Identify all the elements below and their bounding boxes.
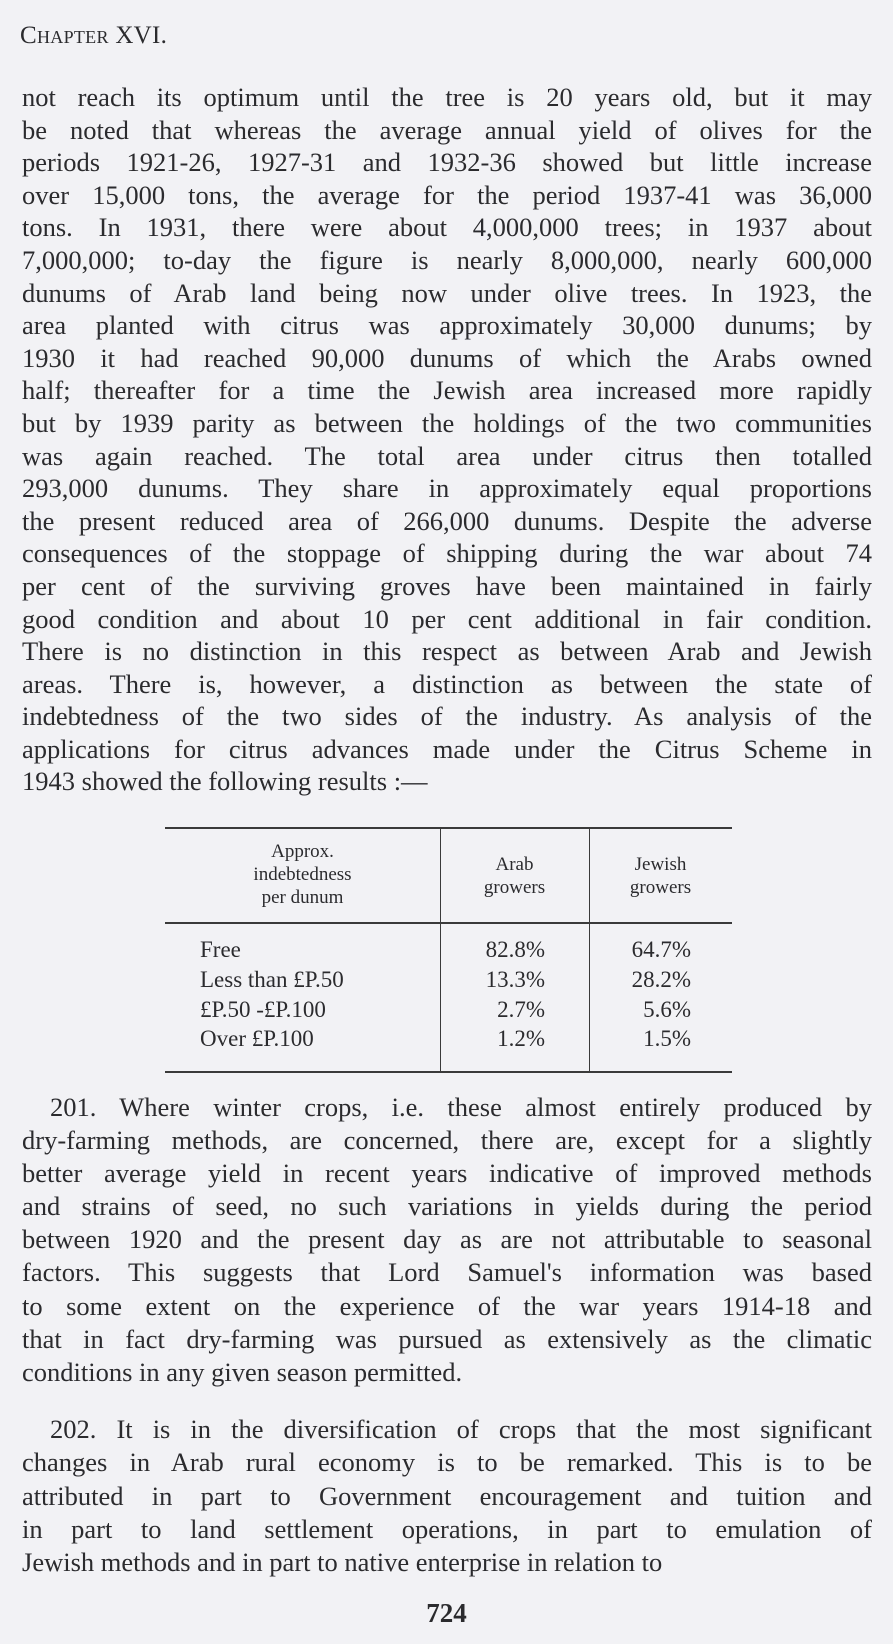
text-line: half; thereafter for a time the Jewish area increased more rapidly xyxy=(22,375,872,406)
page-number: 724 xyxy=(426,1598,467,1628)
jewish-value: 28.2% xyxy=(631,967,691,992)
text-line: 201. Where winter crops, i.e. these almost entirely produced by xyxy=(50,1092,872,1122)
text-line: over 15,000 tons, the average for the period 1937-41 was 36,000 xyxy=(22,179,872,210)
header-line: Approx. xyxy=(271,841,334,862)
text-line: consequences of the stoppage of shipping during the war about 74 xyxy=(22,538,872,569)
text-line: There is no distinction in this respect as between Arab and Jewish xyxy=(22,636,872,667)
text-line: 1930 it had reached 90,000 dunums of which the Arabs owned xyxy=(22,342,872,373)
row-label: Less than £P.50 xyxy=(200,967,344,992)
chapter-heading: Chapter XVI. xyxy=(20,22,168,49)
text-line: between 1920 and the present day as are not attributable to seasonal xyxy=(22,1224,872,1255)
text-line: areas. There is, however, a distinction as between the state of xyxy=(22,668,872,699)
header-line: growers xyxy=(483,877,546,898)
header-line: growers xyxy=(629,877,692,898)
arab-value: 2.7% xyxy=(497,997,545,1022)
text-line: 7,000,000; to-day the figure is nearly 8,000,000, nearly 600,000 xyxy=(22,244,872,275)
text-line: periods 1921-26, 1927-31 and 1932-36 showed but little increase xyxy=(22,147,872,178)
header-indebtedness xyxy=(165,840,440,909)
text-line: factors. This suggests that Lord Samuel's information was based xyxy=(22,1257,872,1288)
text-line: dry-farming methods, are concerned, there are, except for a slightly xyxy=(22,1125,872,1156)
jewish-value: 1.5% xyxy=(643,1026,691,1051)
paragraph-olives-citrus xyxy=(22,81,872,798)
text-line: indebtedness of the two sides of the industry. As analysis of the xyxy=(22,701,872,732)
row-label: Over £P.100 xyxy=(200,1026,314,1051)
text-line: 202. It is in the diversification of crops that the most significant xyxy=(50,1414,872,1444)
table-top-rule xyxy=(165,827,732,829)
paragraph-202 xyxy=(22,1413,872,1579)
text-line: 1943 showed the following results :— xyxy=(22,766,428,797)
text-line: and strains of seed, no such variations in yields during the period xyxy=(22,1191,872,1222)
row-label: Free xyxy=(200,937,241,962)
text-line: changes in Arab rural economy is to be remarked. This is to be xyxy=(22,1447,872,1478)
header-line: per dunum xyxy=(261,887,344,908)
text-line: in part to land settlement operations, in part to emulation of xyxy=(22,1513,872,1544)
text-line: to some extent on the experience of the war years 1914-18 and xyxy=(22,1290,872,1321)
header-arab-growers xyxy=(440,853,589,899)
text-line: be noted that whereas the average annual yield of olives for the xyxy=(22,114,872,145)
text-line: the present reduced area of 266,000 dunums. Despite the adverse xyxy=(22,505,872,536)
arab-value: 13.3% xyxy=(485,967,545,992)
row-label: £P.50 -£P.100 xyxy=(200,997,326,1022)
header-jewish-growers xyxy=(589,853,732,899)
text-line: Jewish methods and in part to native enterprise in relation to xyxy=(22,1547,663,1578)
text-line: attributed in part to Government encouragement and tuition and xyxy=(22,1480,872,1511)
header-line: Arab xyxy=(495,854,534,875)
arab-value: 82.8% xyxy=(485,937,545,962)
paragraph-201 xyxy=(22,1091,872,1389)
text-line: good condition and about 10 per cent additional in fair condition. xyxy=(22,603,872,634)
text-line: area planted with citrus was approximately 30,000 dunums; by xyxy=(22,310,872,341)
text-line: not reach its optimum until the tree is 20 years old, but it may xyxy=(22,82,872,112)
arab-value: 1.2% xyxy=(497,1026,545,1051)
header-line: indebtedness xyxy=(253,864,352,885)
text-line: conditions in any given season permitted. xyxy=(22,1356,463,1387)
text-line: 293,000 dunums. They share in approximately equal proportions xyxy=(22,473,872,504)
header-line: Jewish xyxy=(634,854,687,875)
text-line: dunums of Arab land being now under olive trees. In 1923, the xyxy=(22,277,872,308)
table-bottom-rule xyxy=(165,1071,732,1073)
text-line: applications for citrus advances made under the Citrus Scheme in xyxy=(22,733,872,764)
text-line: was again reached. The total area under citrus then totalled xyxy=(22,440,872,471)
text-line: that in fact dry-farming was pursued as extensively as the climatic xyxy=(22,1323,872,1354)
text-line: better average yield in recent years indicative of improved methods xyxy=(22,1158,872,1189)
text-line: per cent of the surviving groves have been maintained in fairly xyxy=(22,570,872,601)
table-header-rule xyxy=(165,922,732,924)
jewish-value: 64.7% xyxy=(631,937,691,962)
jewish-value: 5.6% xyxy=(643,997,691,1022)
text-line: but by 1939 parity as between the holdings of the two communities xyxy=(22,407,872,438)
text-line: tons. In 1931, there were about 4,000,000 trees; in 1937 about xyxy=(22,212,872,243)
